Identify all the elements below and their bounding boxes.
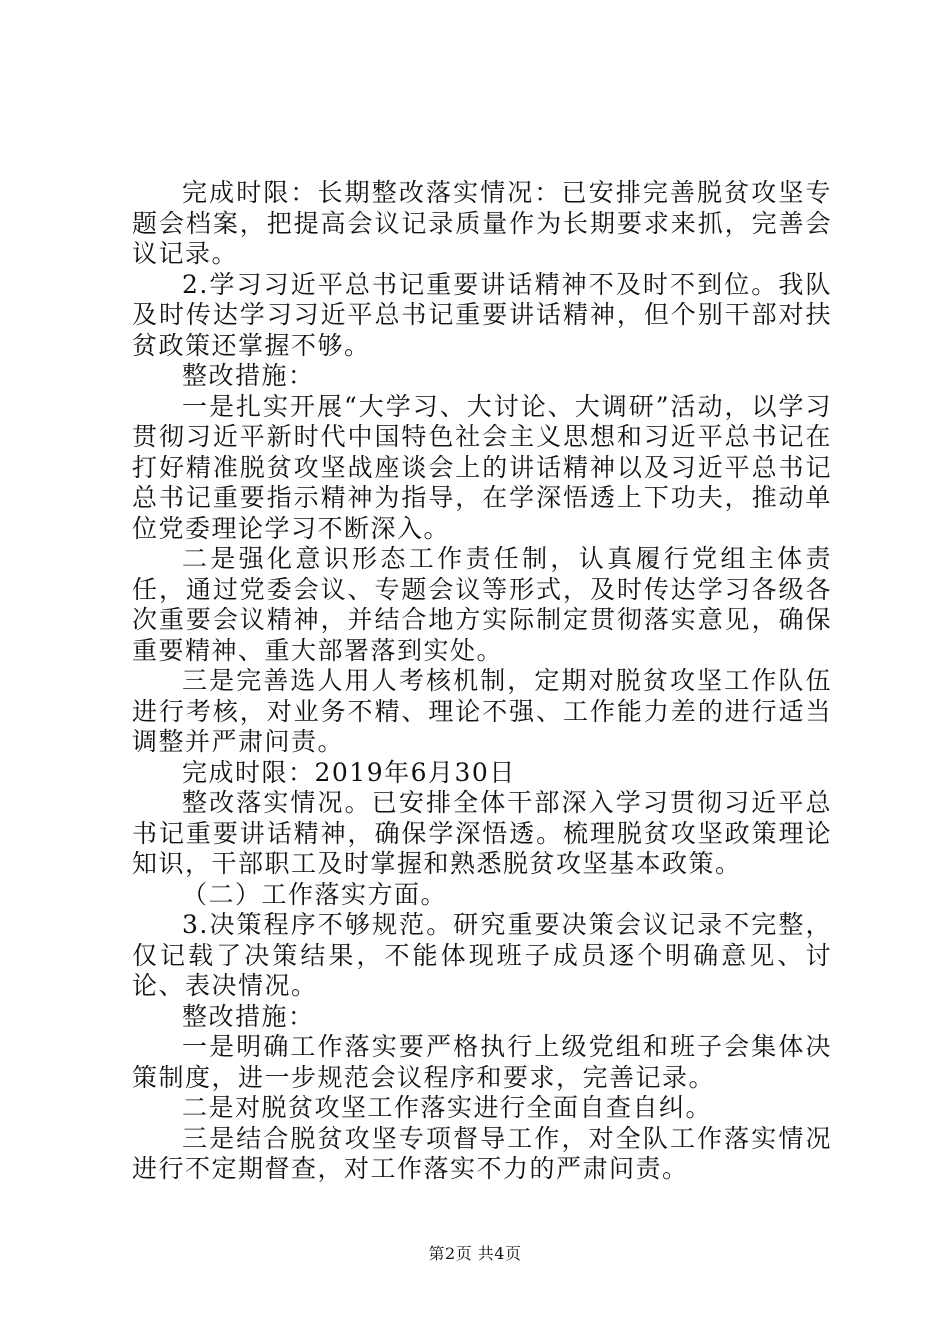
- page-number-label: 第2页 共4页: [428, 1244, 522, 1263]
- paragraph-issue-2: 2.学习习近平总书记重要讲话精神不及时不到位。我队及时传达学习习近平总书记重要讲话精神，但个别干部对扶贫政策还掌握不够。: [132, 269, 832, 360]
- paragraph-measures-heading-2: 整改措施：: [182, 1001, 315, 1031]
- paragraph-measures-heading: 整改措施：: [182, 361, 315, 390]
- page-footer: [0, 1244, 950, 1264]
- paragraph-implementation-status: 整改落实情况。已安排全体干部深入学习贯彻习近平总书记重要讲话精神，确保学深悟透。梳理脱贫攻坚政策理论知识，干部职工及时掌握和熟悉脱贫攻坚基本政策。: [132, 788, 832, 878]
- document-body: [132, 178, 832, 1185]
- paragraph-measure-2-2: 二是对脱贫攻坚工作落实进行全面自查自纠。: [182, 1093, 713, 1122]
- paragraph-measure-1: 一是扎实开展“大学习、大讨论、大调研”活动，以学习贯彻习近平新时代中国特色社会主义思想和习近平总书记在打好精准脱贫攻坚战座谈会上的讲话精神以及习近平总书记总书记重要指示精神为指导，在学深悟透上下功夫，推动单位党委理论学习不断深入。: [132, 391, 832, 543]
- paragraph-deadline-date: 完成时限：2019年6月30日: [182, 757, 516, 787]
- paragraph-issue-3: 3.决策程序不够规范。研究重要决策会议记录不完整，仅记载了决策结果，不能体现班子成员逐个明确意见、讨论、表决情况。: [132, 910, 832, 1000]
- paragraph-measure-2: 二是强化意识形态工作责任制，认真履行党组主体责任，通过党委会议、专题会议等形式，及时传达学习各级各次重要会议精神，并结合地方实际制定贯彻落实意见，确保重要精神、重大部署落到实处。: [132, 544, 832, 665]
- paragraph-section-work-implementation: （二）工作落实方面。: [182, 879, 448, 909]
- paragraph-measure-3: 三是完善选人用人考核机制，定期对脱贫攻坚工作队伍进行考核，对业务不精、理论不强、工作能力差的进行适当调整并严肃问责。: [132, 666, 832, 756]
- paragraph-deadline-long-term: 完成时限：长期整改落实情况：已安排完善脱贫攻坚专题会档案，把提高会议记录质量作为长期要求来抓，完善会议记录。: [132, 178, 832, 268]
- paragraph-measure-2-3: 三是结合脱贫攻坚专项督导工作，对全队工作落实情况进行不定期督查，对工作落实不力的严肃问责。: [132, 1123, 832, 1183]
- paragraph-measure-2-1: 一是明确工作落实要严格执行上级党组和班子会集体决策制度，进一步规范会议程序和要求，完善记录。: [132, 1032, 832, 1092]
